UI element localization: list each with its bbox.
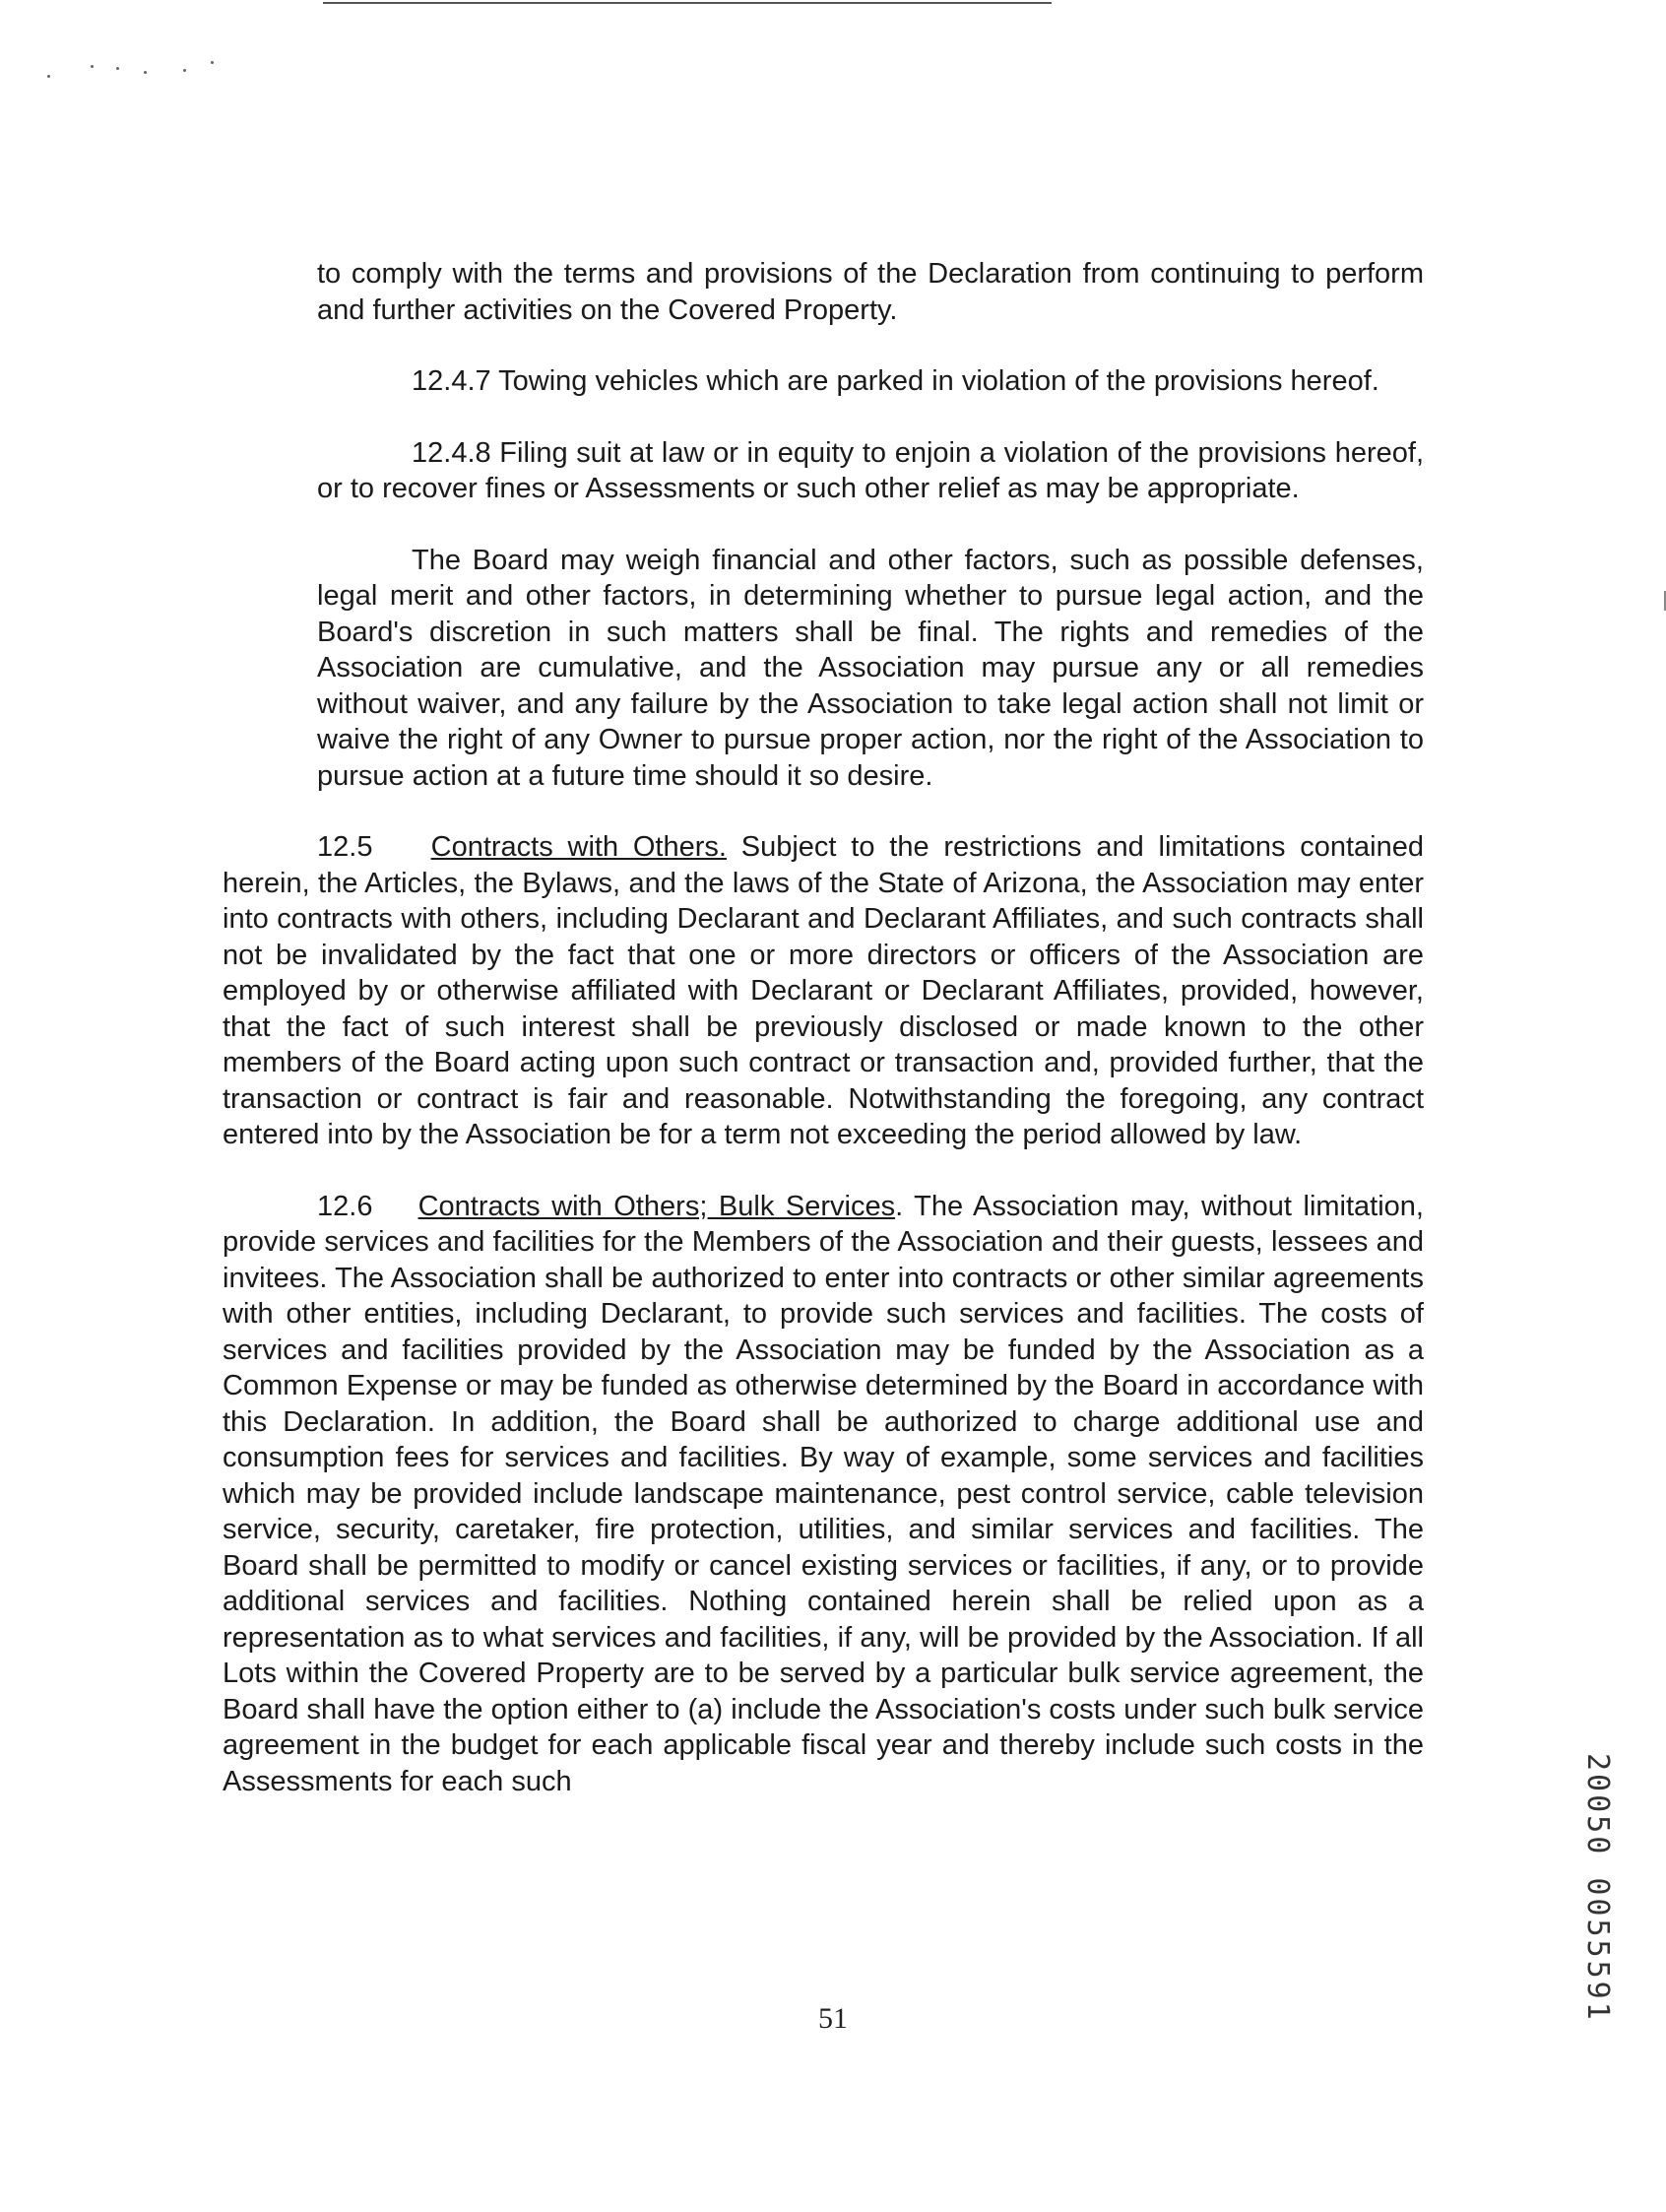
item-12-4-7-text: 12.4.7 Towing vehicles which are parked in violation of the provisions hereof. bbox=[412, 365, 1379, 397]
scan-specks bbox=[47, 55, 234, 85]
section-12-5-number: 12.5 bbox=[317, 831, 373, 863]
section-12-5 bbox=[223, 829, 1424, 1153]
continuation-paragraph: to comply with the terms and provisions of the Declaration from continuing to perform and further activities on the Covered Property. bbox=[317, 258, 1424, 326]
item-12-4-7 bbox=[223, 363, 1424, 400]
item-12-4-8 bbox=[223, 435, 1424, 507]
section-12-6 bbox=[223, 1189, 1424, 1800]
section-12-6-body: . The Association may, without limitation, provide services and facilities for the Members of the Association and their guests, lessees and invitees. The Association shall be authorized to enter into contracts or other similar agreements with other entities, including Declarant, to provide such services and facilities. The costs of services and facilities provided by the Association may be funded by the Association as a Common Expense or may be funded as otherwise determined by the Board in accordance with this Declaration. In addition, the Board shall be authorized to charge additional use and consumption fees for services and facilities. By way of example, some services and facilities which may be provided include landscape maintenance, pest control service, cable television service, security, caretaker, fire protection, utilities, and similar services and facilities. The Board shall be permitted to modify or cancel existing services or facilities, if any, or to provide additional services and facilities. Nothing contained herein shall be relied upon as a representation as to what services and facilities, if any, will be provided by the Association. If all Lots within the Covered Property are to be served by a particular bulk service agreement, the Board shall have the option either to (a) include the Association's costs under such bulk service agreement in the budget for each applicable fiscal year and thereby include such costs in the Assessments for each such bbox=[223, 1190, 1424, 1797]
section-12-6-number: 12.6 bbox=[317, 1190, 373, 1222]
document-body bbox=[223, 256, 1424, 1835]
bates-number: 20050 0055591 bbox=[1580, 1753, 1615, 2023]
top-scan-rule bbox=[323, 2, 1052, 4]
board-discretion-paragraph: The Board may weigh financial and other factors, such as possible defenses, legal merit and other factors, in determining whether to pursue legal action, and the Board's discretion in such matters shall be final. The rights and remedies of the Association are cumulative, and the Association may pursue any or all remedies without waiver, and any failure by the Association to take legal action shall not limit or waive the right of any Owner to pursue proper action, nor the right of the Association to pursue action at a future time should it so desire. bbox=[317, 544, 1424, 792]
page-number: 51 bbox=[818, 2002, 848, 2035]
section-12-5-heading: Contracts with Others. bbox=[430, 831, 727, 863]
section-12-5-body: Subject to the restrictions and limitations contained herein, the Articles, the Bylaws, and the laws of the State of Arizona, the Association may enter into contracts with others, including Declarant and Declarant Affiliates, and such contracts shall not be invalidated by the fact that one or more directors or officers of the Association are employed by or otherwise affiliated with Declarant or Declarant Affiliates, provided, however, that the fact of such interest shall be previously disclosed or made known to the other members of the Board acting upon such contract or transaction and, provided further, that the transaction or contract is fair and reasonable. Notwithstanding the foregoing, any contract entered into by the Association be for a term not exceeding the period allowed by law. bbox=[223, 831, 1425, 1150]
section-12-6-heading: Contracts with Others; Bulk Services bbox=[417, 1190, 896, 1222]
item-12-4-8-text: 12.4.8 Filing suit at law or in equity to enjoin a violation of the provisions hereof, or to recover fines or Assessments or such other relief as may be appropriate. bbox=[317, 436, 1424, 504]
